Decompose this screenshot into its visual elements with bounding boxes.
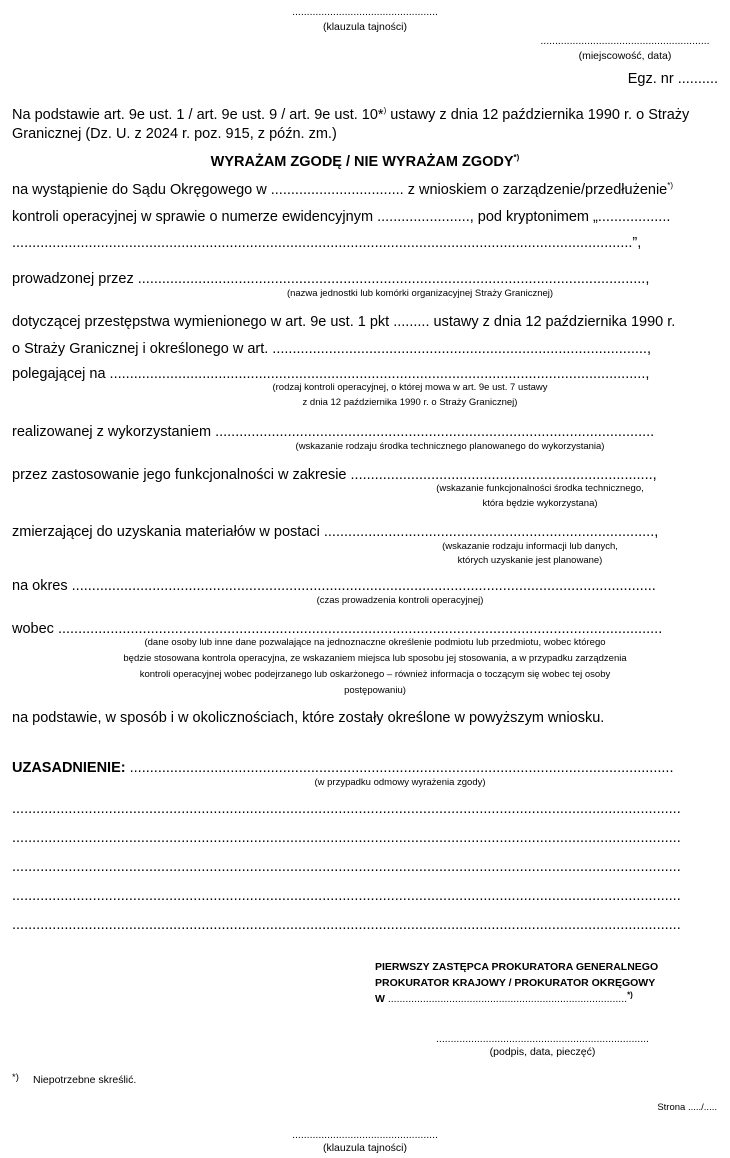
control-type-line: polegającej na ....................................................................................................................................., bbox=[12, 366, 650, 382]
page-number: Strona ...../..... bbox=[657, 1102, 717, 1113]
place-date-label: (miejscowość, data) bbox=[578, 50, 672, 62]
signatory-title-2: PROKURATOR KRAJOWY / PROKURATOR OKRĘGOWY bbox=[375, 977, 656, 989]
signature-label: (podpis, data, pieczęć) bbox=[489, 1046, 596, 1058]
subject-line: wobec ...................................................................................................................................................... bbox=[12, 621, 663, 637]
period-line: na okres ................................................................................................................................................. bbox=[12, 578, 656, 594]
justification-line bbox=[12, 760, 673, 776]
functionality-hint-2: która będzie wykorzystana) bbox=[482, 498, 598, 509]
legal-basis-line2: Granicznej (Dz. U. z 2024 r. poz. 915, z późn. zm.) bbox=[12, 126, 337, 142]
signature-dots: ......................................................................... bbox=[436, 1033, 649, 1045]
footnote-text: Niepotrzebne skreślić. bbox=[33, 1074, 137, 1086]
materials-hint-1: (wskazanie rodzaju informacji lub danych, bbox=[442, 541, 618, 552]
conducted-by-line: prowadzonej przez .............................................................................................................................., bbox=[12, 271, 650, 287]
materials-hint-2: których uzyskanie jest planowane) bbox=[457, 555, 603, 566]
subject-hint-2: będzie stosowana kontrola operacyjna, ze wskazaniem miejsca lub sposobu jej stosowania, a w przypadku zarządzenia bbox=[123, 653, 627, 664]
offence-line: dotyczącej przestępstwa wymienionego w art. 9e ust. 1 pkt ......... ustawy z dnia 12 października 1990 r. bbox=[12, 314, 676, 330]
footnote-marker: *) bbox=[12, 1072, 19, 1083]
control-type-hint-1: (rodzaj kontroli operacyjnej, o której mowa w art. 9e ust. 7 ustawy bbox=[272, 382, 548, 393]
functionality-hint-1: (wskazanie funkcjonalności środka technicznego, bbox=[436, 483, 644, 494]
case-number-line: kontroli operacyjnej w sprawie o numerze ewidencyjnym ......................., pod kryptonimem „.................. bbox=[12, 209, 671, 225]
place-date-dots: .......................................................... bbox=[540, 35, 710, 47]
justification-dots: ....................................................................................................................................... bbox=[125, 760, 674, 776]
justification-dots-line-4: ...................................................................................................................................................................... bbox=[12, 888, 681, 904]
justification-dots-line-5: ...................................................................................................................................................................... bbox=[12, 917, 681, 933]
signatory-title-1: PIERWSZY ZASTĘPCA PROKURATORA GENERALNEGO bbox=[375, 961, 659, 973]
signatory-location: W ..................................................................................*) bbox=[375, 990, 633, 1005]
technical-means-line: realizowanej z wykorzystaniem ............................................................................................................. bbox=[12, 424, 655, 440]
subject-hint-3: kontroli operacyjnej wobec podejrzanego lub oskarżonego – również informacja o toczącym się wobec tej osoby bbox=[139, 669, 611, 680]
bottom-clause-dots: .................................................. bbox=[292, 1129, 438, 1141]
period-hint: (czas prowadzenia kontroli operacyjnej) bbox=[316, 595, 484, 606]
subject-hint-1: (dane osoby lub inne dane pozwalające na jednoznaczne określenie podmiotu lub przedmiotu, wobec którego bbox=[144, 637, 606, 648]
codename-continuation-line: ..........................................................................................................................................................”, bbox=[12, 235, 642, 251]
bottom-clause-label: (klauzula tajności) bbox=[322, 1142, 408, 1154]
legal-basis-line1: Na podstawie art. 9e ust. 1 / art. 9e ust. 9 / art. 9e ust. 10*) ustawy z dnia 12 października 1990 r. o Straży bbox=[12, 106, 690, 123]
control-type-hint-2: z dnia 12 października 1990 r. o Straży Granicznej) bbox=[302, 397, 518, 408]
justification-dots-line-2: ...................................................................................................................................................................... bbox=[12, 830, 681, 846]
court-line: na wystąpienie do Sądu Okręgowego w ................................. z wnioskiem o zarządzenie/przedłużenie*) bbox=[12, 181, 674, 198]
subject-hint-4: postępowaniu) bbox=[344, 685, 406, 696]
technical-means-hint: (wskazanie rodzaju środka technicznego planowanego do wykorzystania) bbox=[295, 441, 605, 452]
justification-dots-line-1: ...................................................................................................................................................................... bbox=[12, 801, 681, 817]
decision-title: WYRAŻAM ZGODĘ / NIE WYRAŻAM ZGODY*) bbox=[210, 153, 520, 170]
justification-label: UZASADNIENIE: bbox=[12, 760, 126, 776]
functionality-line: przez zastosowanie jego funkcjonalności w zakresie ..........................................................................., bbox=[12, 467, 657, 483]
top-clause-label: (klauzula tajności) bbox=[322, 21, 408, 33]
materials-line: zmierzającej do uzyskania materiałów w postaci .................................................................................., bbox=[12, 524, 659, 540]
basis-closing-line: na podstawie, w sposób i w okolicznościach, które zostały określone w powyższym wniosku. bbox=[12, 710, 605, 726]
copy-number: Egz. nr .......... bbox=[627, 71, 718, 87]
justification-dots-line-3: ...................................................................................................................................................................... bbox=[12, 859, 681, 875]
justification-hint: (w przypadku odmowy wyrażenia zgody) bbox=[314, 777, 486, 788]
conducted-by-hint: (nazwa jednostki lub komórki organizacyjnej Straży Granicznej) bbox=[286, 288, 554, 299]
article-line: o Straży Granicznej i określonego w art. ............................................................................................., bbox=[12, 341, 651, 357]
top-clause-dots: .................................................. bbox=[292, 6, 438, 18]
